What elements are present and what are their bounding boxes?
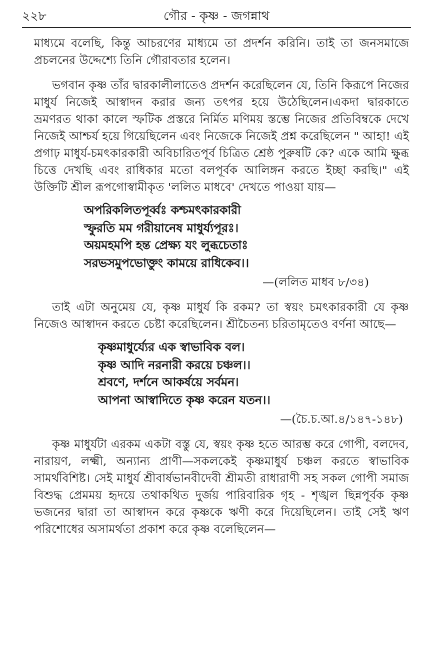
verse-line: স্ফুরতি মম গরীয়ানেষ মাধুর্য্যপূরঃ। [84,220,239,235]
verse-line: অপরিকলিতপূর্ব্বঃ কশ্চমৎকারকারী [84,203,241,217]
page-number: ২২৮ [22,8,47,23]
verse-reference: —(ললিত মাধব ৮/৩৪) [262,275,369,289]
paragraph-2: ভগবান কৃষ্ণ তাঁর দ্বারকালীলাতেও প্রদর্শন করেছিলেন যে, তিনি কিরূপে নিজের মাধুর্য নিজেই আস্বাদন করার জন্য তৎপর হয়ে উঠেছিলেন।একদা দ্বারকাতে ভ্রমণরত থাকা কালে স্ফটিক প্রস্তরে নির্মিত মণিময় স্তম্ভে নিজের প্রতিবিম্বকে দেখে নিজেই আশ্চর্য হয়ে গিয়েছিলেন এবং নিজেকে নিজেই প্রশ্ন করেছিলেন " আহা! এই প্রগাঢ় মাধুর্য-চমৎকারকারী অবিচারিতপূর্ব চিত্রিত শ্রেষ্ঠ পুরুষটি কে? একে আমি ক্ষুব্ধ চিত্তে দেখছি এবং রাধিকার মতো বলপূর্বক আলিঙ্গন করতে ইচ্ছা করছি।" এই উক্তিটি শ্রীল রূপগোস্বামীকৃত 'ললিত মাধবে' দেখতে পাওয়া যায়— [34,78,409,194]
running-title: গৌর - কৃষ্ণ - জগন্নাথ [163,8,270,23]
paragraph-gap [34,291,409,299]
verse-line: কৃষ্ণমাধুর্য্যের এক স্বাভাবিক বল। [98,340,245,354]
verse-reference: —(চৈ.চ.আ.৪/১৪৭-১৪৮) [280,412,403,426]
paragraph-gap [34,428,409,436]
bengali-verse [98,339,409,409]
verse-line: আপনা আস্বাদিতে কৃষ্ণ করেন যতন।। [98,392,271,407]
verse-line: শ্রবণে, দর্শনে আকর্ষয়ে সর্বমন। [98,375,239,389]
verse-line: অয়মহমপি হন্ত প্রেক্ষ্য যং লুব্ধচেতাঃ [84,238,248,252]
sanskrit-verse [84,202,409,272]
paragraph-1: মাধ্যমে বলেছি, কিন্তু আচরণের মাধ্যমে তা প্রদর্শন করিনি। তাই তা জনসমাজে প্রচলনের উদ্দেশ্যে তিনি গৌরাবতার হলেন। [34,36,409,67]
verse-line: কৃষ্ণ আদি নরনারী করয়ে চঞ্চল।। [98,357,251,372]
page-header [22,8,411,26]
verse-line: সরভসমুপভোক্তুং কাময়ে রাধিকেব।। [84,255,249,270]
header-rule [22,27,411,28]
paragraph-gap [34,69,409,77]
paragraph-3: তাই এটা অনুমেয় যে, কৃষ্ণ মাধুর্য কি রকম? তা স্বয়ং চমৎকারকারী যে কৃষ্ণ নিজেও আস্বাদন করতে চেষ্টা করেছিলেন। শ্রীচৈতন্য চরিতামৃতেও বর্ণনা আছে— [34,300,409,331]
page-body [34,35,409,538]
paragraph-4: কৃষ্ণ মাধুর্যটা এরকম একটা বস্তু যে, স্বয়ং কৃষ্ণ হতে আরম্ভ করে গোপী, বলদেব, নারায়ণ, লক্ষ্মী, অন্যান্য প্রাণী—সকলকেই কৃষ্ণমাধুর্য চঞ্চল করতে স্বাভাবিক সামর্থবিশিষ্ট। সেই মাধুর্য শ্রীবার্ষভানবীদেবী শ্রীমতী রাধারাণী সহ সকল গোপী সমাজ বিশুদ্ধ প্রেমময় হৃদয়ে তথাকথিত দুর্জয় পারিবারিক গৃহ - শৃঙ্খল ছিন্নপূর্বক কৃষ্ণ ভজনের দ্বারা তা আস্বাদন করে কৃষ্ণকে ঋণী করে দিয়েছিলেন। তাই সেই ঋণ পরিশোধের অসামর্থতা প্রকাশ করে কৃষ্ণ বলেছিলেন— [34,437,409,536]
